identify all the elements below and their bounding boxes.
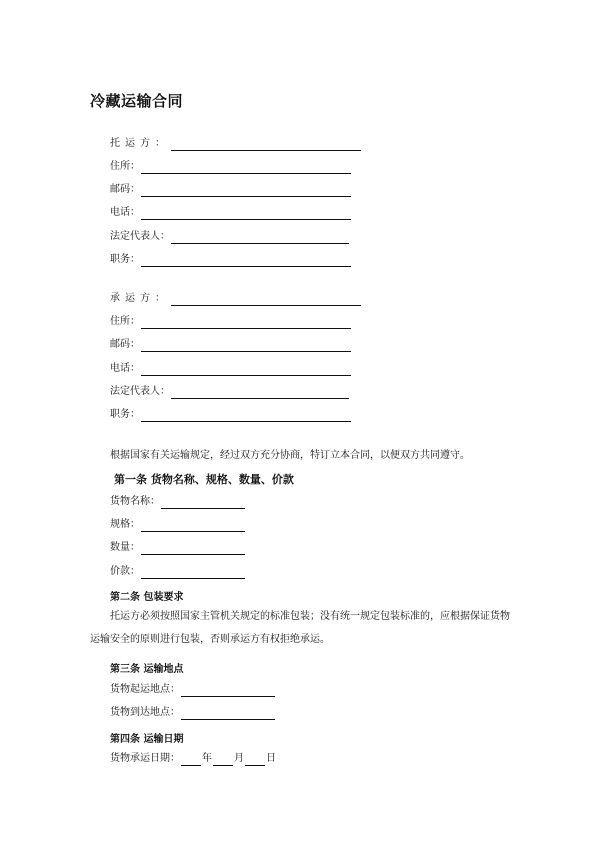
goods-qty-label: 数量： [110, 542, 140, 553]
shipper-party-label: 托运方： [110, 138, 170, 149]
carrier-phone-label: 电话： [110, 363, 140, 374]
document-title: 冷藏运输合同 [90, 92, 184, 110]
shipper-address-blank[interactable] [141, 163, 351, 174]
carrier-address-label: 住所： [110, 316, 140, 327]
destination-blank[interactable] [181, 709, 275, 720]
shipper-position-label: 职务： [110, 254, 140, 265]
carrier-postcode-label: 邮码： [110, 339, 140, 350]
carrier-legal-rep-blank[interactable] [171, 388, 349, 399]
carrier-legal-rep-field [110, 385, 349, 399]
goods-name-field [110, 495, 245, 509]
carrier-position-field [110, 408, 351, 422]
intro-paragraph: 根据国家有关运输规定，经过双方充分协商，特订立本合同，以便双方共同遵守。 [110, 450, 470, 461]
shipper-legal-rep-blank[interactable] [171, 233, 349, 244]
article3-heading: 第三条 运输地点 [110, 664, 184, 675]
year-blank[interactable] [181, 755, 201, 766]
shipper-postcode-blank[interactable] [141, 186, 351, 197]
month-blank[interactable] [213, 755, 233, 766]
article2-heading: 第二条 包装要求 [110, 592, 184, 603]
shipper-postcode-label: 邮码： [110, 184, 140, 195]
goods-price-blank[interactable] [141, 568, 245, 579]
goods-qty-field [110, 541, 245, 555]
carrier-postcode-blank[interactable] [141, 341, 351, 352]
day-unit: 日 [266, 753, 276, 764]
shipper-party-field [110, 137, 361, 151]
destination-label: 货物到达地点： [110, 707, 180, 718]
goods-spec-blank[interactable] [141, 521, 245, 532]
article4-heading: 第四条 运输日期 [110, 734, 184, 745]
shipper-phone-label: 电话： [110, 207, 140, 218]
carrier-legal-rep-label: 法定代表人： [110, 386, 170, 397]
shipping-date-label: 货物承运日期： [110, 753, 180, 764]
carrier-phone-blank[interactable] [141, 365, 351, 376]
shipper-legal-rep-label: 法定代表人： [110, 231, 170, 242]
carrier-address-blank[interactable] [141, 318, 351, 329]
article1-heading: 第一条 货物名称、规格、数量、价款 [114, 473, 294, 486]
article2-paragraph: 托运方必须按照国家主管机关规定的标准包装；没有统一规定包装标准的，应根据保证货物运输安全的原则进行包装，否则承运方有权拒绝承运。 [90, 611, 510, 645]
shipper-position-blank[interactable] [141, 256, 351, 267]
carrier-position-label: 职务： [110, 409, 140, 420]
shipper-position-field [110, 253, 351, 267]
goods-spec-field [110, 518, 245, 532]
goods-price-field [110, 565, 245, 579]
year-unit: 年 [202, 753, 212, 764]
goods-qty-blank[interactable] [141, 544, 245, 555]
carrier-phone-field [110, 362, 351, 376]
carrier-position-blank[interactable] [141, 411, 351, 422]
origin-blank[interactable] [181, 686, 275, 697]
goods-name-blank[interactable] [161, 498, 245, 509]
goods-name-label: 货物名称： [110, 496, 160, 507]
carrier-postcode-field [110, 338, 351, 352]
goods-spec-label: 规格： [110, 519, 140, 530]
origin-field [110, 683, 275, 697]
day-blank[interactable] [245, 755, 265, 766]
shipper-phone-blank[interactable] [141, 209, 351, 220]
shipper-phone-field [110, 206, 351, 220]
shipper-party-blank[interactable] [171, 140, 361, 151]
origin-label: 货物起运地点： [110, 684, 180, 695]
carrier-party-label: 承运方： [110, 293, 170, 304]
destination-field [110, 706, 275, 720]
shipping-date-field [110, 752, 276, 766]
carrier-address-field [110, 315, 351, 329]
shipper-postcode-field [110, 183, 351, 197]
carrier-party-blank[interactable] [171, 295, 361, 306]
month-unit: 月 [234, 753, 244, 764]
shipper-legal-rep-field [110, 230, 349, 244]
shipper-address-field [110, 160, 351, 174]
carrier-party-field [110, 292, 361, 306]
goods-price-label: 价款： [110, 566, 140, 577]
shipper-address-label: 住所： [110, 161, 140, 172]
